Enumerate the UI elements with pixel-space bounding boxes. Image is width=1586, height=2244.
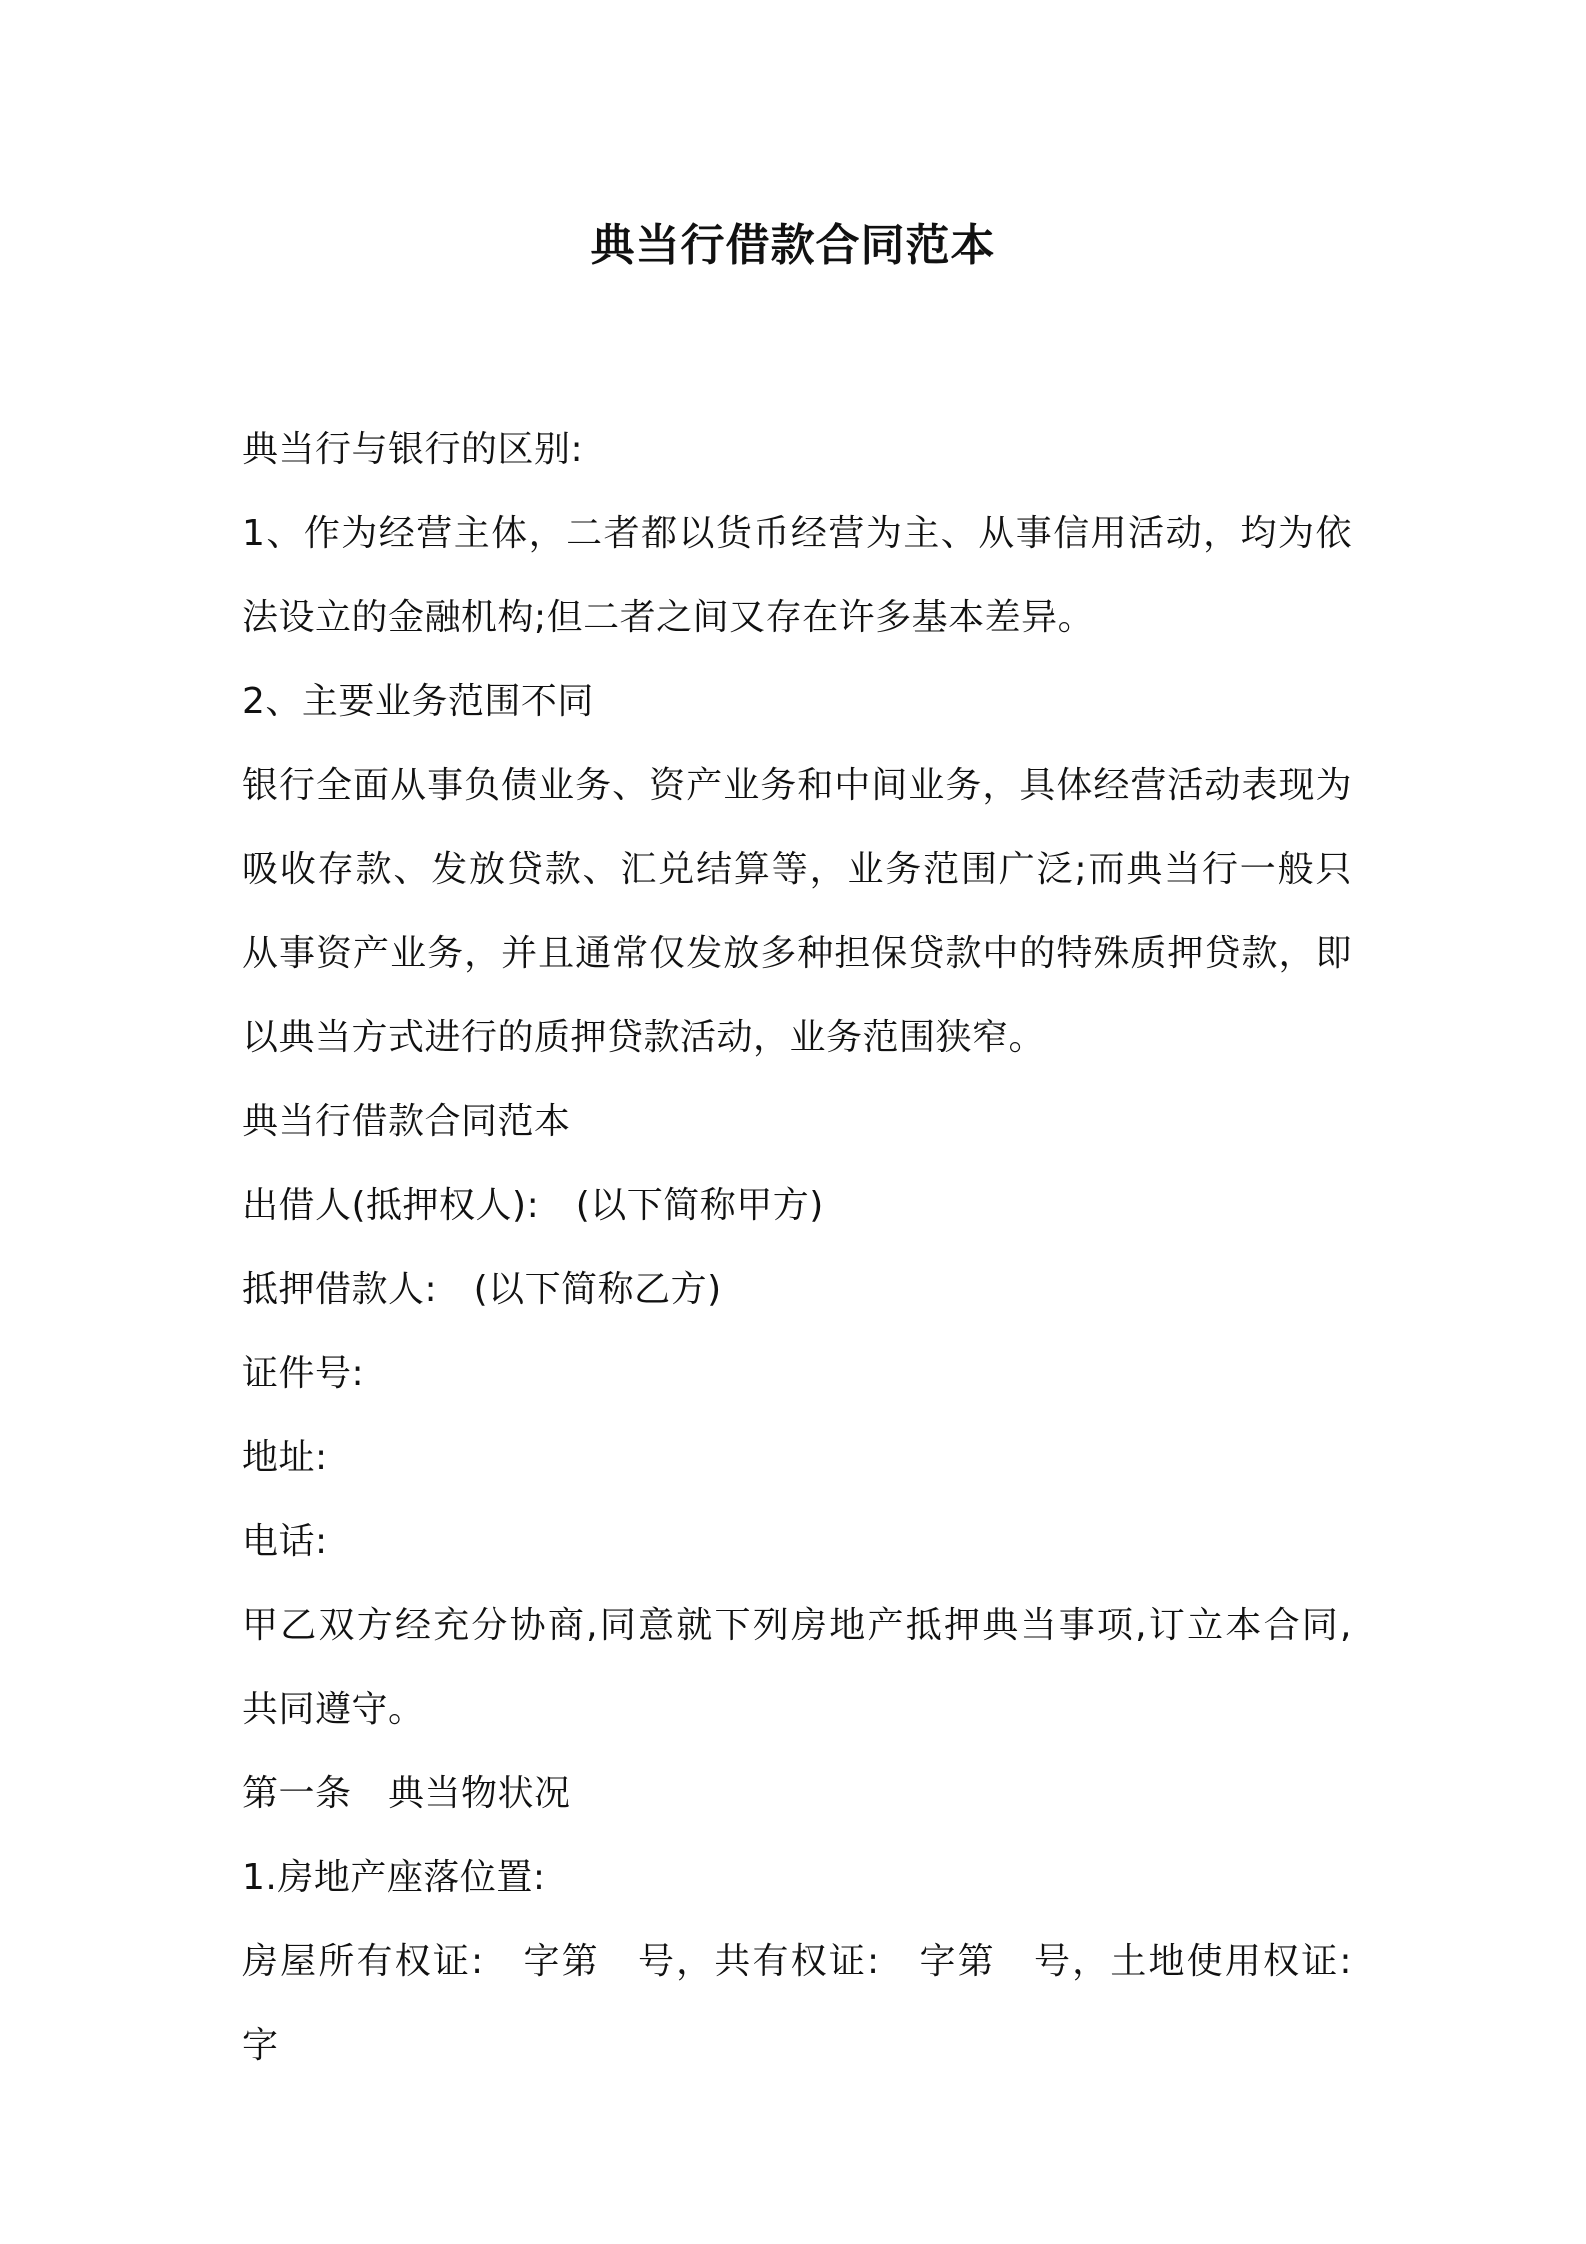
borrower-field: 抵押借款人: (以下简称乙方) <box>242 1269 722 1310</box>
paragraph-line: 从事资产业务，并且通常仅发放多种担保贷款中的特殊质押贷款，即 <box>242 933 1352 974</box>
paragraph-line: 房屋所有权证: 字第 号，共有权证: 字第 号，土地使用权证: 字 <box>242 1941 1389 2066</box>
paragraph-line: 共同遵守。 <box>242 1689 425 1730</box>
paragraph-line: 甲乙双方经充分协商,同意就下列房地产抵押典当事项,订立本合同, <box>242 1605 1352 1646</box>
address-field: 地址: <box>242 1437 328 1478</box>
page-title: 典当行借款合同范本 <box>590 220 996 271</box>
phone-field: 电话: <box>242 1521 328 1562</box>
paragraph-line: 1.房地产座落位置: <box>242 1857 546 1898</box>
paragraph-line: 吸收存款、发放贷款、汇兑结算等，业务范围广泛;而典当行一般只 <box>242 849 1352 890</box>
paragraph-line: 2、主要业务范围不同 <box>242 681 594 722</box>
paragraph-line: 银行全面从事负债业务、资产业务和中间业务，具体经营活动表现为 <box>242 765 1352 806</box>
paragraph-line: 法设立的金融机构;但二者之间又存在许多基本差异。 <box>242 597 1095 638</box>
lender-field: 出借人(抵押权人): (以下简称甲方) <box>242 1185 824 1226</box>
paragraph-line: 1、作为经营主体，二者都以货币经营为主、从事信用活动，均为依 <box>242 513 1352 554</box>
article-heading: 第一条 典当物状况 <box>242 1773 571 1814</box>
paragraph-line: 以典当方式进行的质押贷款活动，业务范围狭窄。 <box>242 1017 1046 1058</box>
paragraph-line: 典当行与银行的区别: <box>242 429 584 470</box>
section-heading: 典当行借款合同范本 <box>242 1101 571 1142</box>
document-body <box>242 408 1389 2066</box>
id-number-field: 证件号: <box>242 1353 365 1394</box>
